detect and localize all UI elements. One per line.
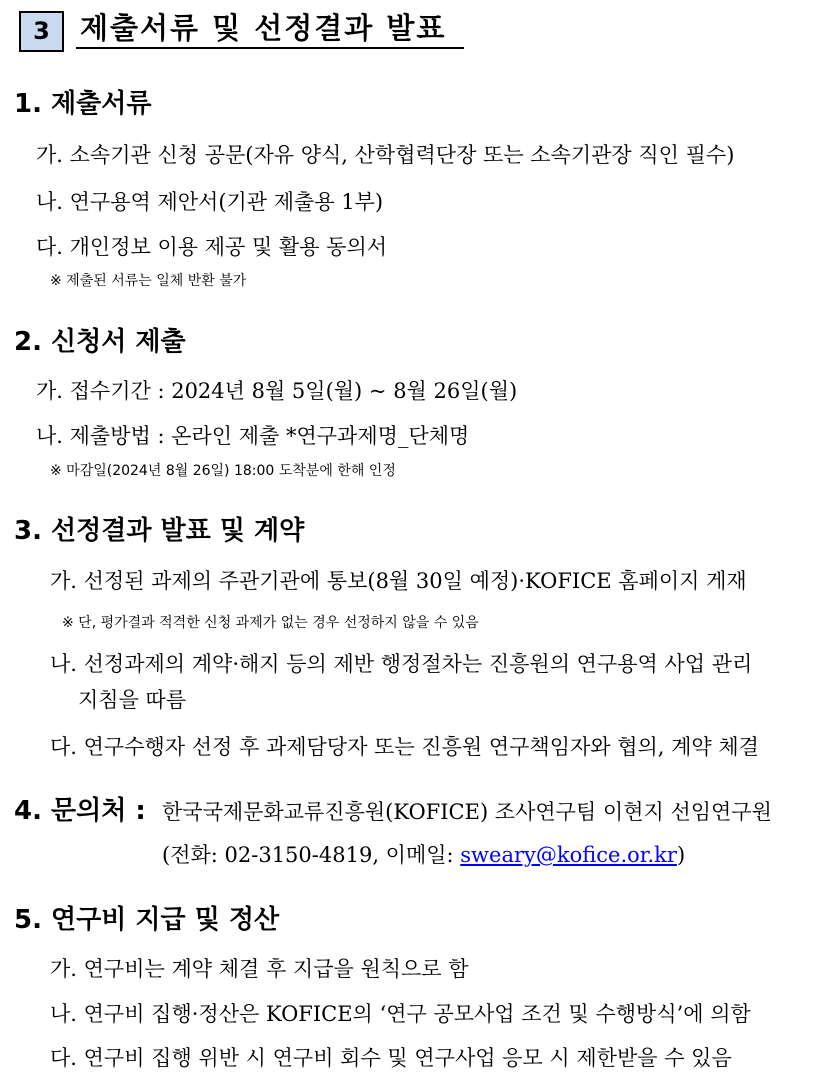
list-item: 나. 연구비 집행·정산은 KOFICE의 ‘연구 공모사업 조건 및 수행방식’에 의함 (50, 1002, 751, 1026)
note-text: ※ 단, 평가결과 적격한 신청 과제가 없는 경우 선정하지 않을 수 있음 (62, 615, 479, 631)
list-item: 나. 제출방법 : 온라인 제출 *연구과제명_단체명 (36, 424, 470, 448)
contact-phone-email (162, 841, 685, 869)
section-number-badge: 3 (19, 11, 64, 52)
contact-info: 한국국제문화교류진흥원(KOFICE) 조사연구팀 이현지 선임연구원 (162, 800, 772, 824)
list-item: 다. 연구수행자 선정 후 과제담당자 또는 진흥원 연구책임자와 협의, 계약 체결 (50, 735, 759, 759)
email-link[interactable]: sweary@kofice.or.kr (460, 843, 677, 867)
list-item: 나. 연구용역 제안서(기관 제출용 1부) (36, 190, 384, 214)
section-heading-results: 3. 선정결과 발표 및 계약 (14, 516, 305, 546)
section-heading-submission: 2. 신청서 제출 (14, 327, 186, 357)
section-heading-contact: 4. 문의처 : (14, 796, 146, 826)
list-item: 가. 접수기간 : 2024년 8월 5일(월) ~ 8월 26일(월) (36, 379, 518, 403)
section-heading-funding: 5. 연구비 지급 및 정산 (14, 905, 280, 935)
title-underline (76, 47, 464, 49)
list-item: 가. 선정된 과제의 주관기관에 통보(8월 30일 예정)·KOFICE 홈페이지 게재 (50, 569, 747, 593)
page-title: 제출서류 및 선정결과 발표 (80, 11, 447, 45)
list-item: 가. 연구비는 계약 체결 후 지급을 원칙으로 함 (50, 957, 469, 981)
list-item: 다. 개인정보 이용 제공 및 활용 동의서 (36, 235, 388, 259)
list-item-continuation: 지침을 따름 (78, 688, 187, 712)
list-item: 가. 소속기관 신청 공문(자유 양식, 산학협력단장 또는 소속기관장 직인 필수) (36, 143, 735, 167)
note-text: ※ 제출된 서류는 일체 반환 불가 (50, 273, 247, 289)
contact-prefix: (전화: 02-3150-4819, 이메일: (162, 843, 461, 867)
note-text: ※ 마감일(2024년 8월 26일) 18:00 도착분에 한해 인정 (50, 463, 396, 479)
list-item: 나. 선정과제의 계약·해지 등의 제반 행정절차는 진흥원의 연구용역 사업 관리 (50, 652, 753, 676)
list-item: 다. 연구비 집행 위반 시 연구비 회수 및 연구사업 응모 시 제한받을 수 있음 (50, 1046, 732, 1070)
section-heading-documents: 1. 제출서류 (14, 89, 152, 119)
contact-suffix: ) (676, 843, 686, 867)
